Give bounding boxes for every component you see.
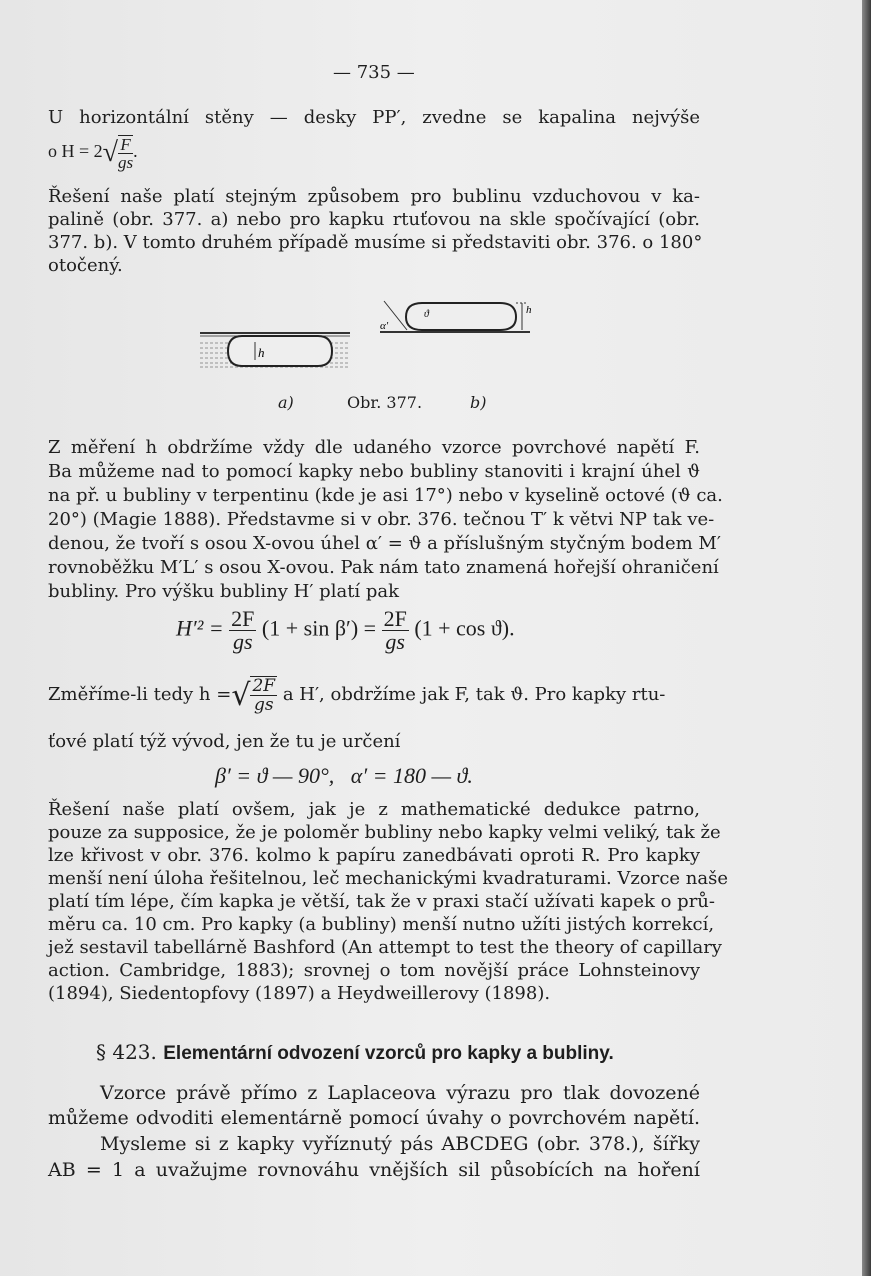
text-line: action. Cambridge, 1883); srovnej o tom novější práce Lohnsteinovy (48, 960, 700, 981)
text-line: Ba můžeme nad to pomocí kapky nebo bubliny stanoviti i krajní úhel ϑ (48, 461, 700, 482)
text-line: měru ca. 10 cm. Pro kapky (a bubliny) menší nutno užíti jistých korrekcí, (48, 914, 715, 935)
height-formula-den: gs (118, 153, 134, 172)
text-line: U horizontální stěny — desky PP′, zvedne se kapalina nejvýše (48, 107, 700, 128)
height-formula-num: F (118, 136, 133, 154)
formula-den: gs (385, 629, 405, 654)
formula-mid: (1 + sin β′) = (261, 615, 377, 641)
formula-angles: β′ = ϑ — 90°, α′ = 180 — ϑ. (215, 763, 473, 788)
text-line: menší není úloha řešitelnou, leč mechanickými kvadraturami. Vzorce naše (48, 868, 729, 889)
text-line: na př. u bubliny v terpentinu (kde je asi 17°) nebo v kyselině octové (ϑ ca. (48, 485, 723, 506)
height-formula: o H = 2√ $\frac{F}{gs}$ . (48, 135, 138, 172)
text-line: pouze za supposice, že je poloměr bubliny nebo kapky velmi veliký, tak že (48, 822, 721, 843)
root-den: gs (253, 695, 274, 715)
text-line: (1894), Siedentopfovy (1897) a Heydweillerovy (1898). (48, 983, 551, 1004)
text-line: ťové platí týž vývod, jen že tu je určení (48, 731, 401, 752)
text-line: lze křivost v obr. 376. kolmo k papíru zanedbávati oproti R. Pro kapky (48, 845, 700, 866)
text-line: Mysleme si z kapky vyříznutý pás ABCDEG (obr. 378.), šířky (100, 1133, 700, 1155)
book-spine-shadow (862, 0, 871, 1276)
figure-b-theta-label: ϑ (424, 309, 429, 320)
text-line: platí tím lépe, čím kapka je větší, tak že v praxi stačí užívati kapek o prů- (48, 891, 715, 912)
text-line: Řešení naše platí stejným způsobem pro bublinu vzduchovou v ka- (48, 186, 700, 207)
text-line: denou, že tvoří s osou X-ovou úhel α′ = ϑ a příslušným styčným bodem M′ (48, 533, 721, 554)
text-line: otočený. (48, 255, 123, 276)
figure-b-h-label: h (526, 304, 532, 316)
page-number: — 735 — (333, 62, 415, 83)
text-line: AB = 1 a uvažujme rovnováhu vnějších sil působících na hoření (48, 1159, 700, 1181)
text-line: můžeme odvoditi elementárně pomocí úvahy o povrchovém napětí. (48, 1107, 700, 1129)
figure-a-bubble (200, 333, 350, 367)
formula-end: (1 + cos ϑ). (414, 615, 515, 641)
section-heading (96, 1040, 614, 1065)
text-line: 377. b). V tomto druhém případě musíme si představiti obr. 376. o 180° (48, 232, 703, 253)
text-line: 20°) (Magie 1888). Představme si v obr. 376. tečnou T′ k větvi NP tak ve- (48, 509, 715, 530)
formula-lhs: H′² = (176, 615, 224, 641)
text-line: Z měření h obdržíme vždy dle udaného vzorce povrchové napětí F. (48, 437, 700, 458)
formula-num: 2F (231, 606, 255, 631)
figure-caption-a: a) (278, 393, 294, 412)
text-line-with-root: Změříme-li tedy h =√ $\frac{2F}{gs}$ a H′, obdržíme jak F, tak ϑ. Pro kapky rtu- (48, 676, 666, 715)
text-line: Vzorce právě přímo z Laplaceova výrazu pro tlak dovozené (100, 1082, 700, 1104)
text-line: Řešení naše platí ovšem, jak je z mathematické dedukce patrno, (48, 799, 700, 820)
figure-a-h-label: h (258, 345, 265, 360)
figure-377 (200, 295, 540, 385)
section-title: Elementární odvození vzorců pro kapky a bubliny. (163, 1043, 614, 1064)
root-prefix: Změříme-li tedy h = (48, 684, 232, 705)
height-formula-prefix: o H = 2 (48, 141, 103, 162)
formula-den: gs (233, 629, 253, 654)
formula-num: 2F (383, 606, 407, 631)
figure-b-drop (380, 301, 532, 332)
root-num: 2F (252, 676, 276, 696)
text-line: bubliny. Pro výšku bubliny H′ platí pak (48, 581, 400, 602)
figure-b-alpha-label: α′ (380, 320, 389, 332)
figure-caption-b: b) (470, 393, 487, 412)
root-suffix: a H′, obdržíme jak F, tak ϑ. Pro kapky rtu- (282, 684, 666, 705)
section-number: § 423. (96, 1040, 157, 1064)
formula-height (176, 608, 515, 653)
text-line: jež sestavil tabellárně Bashford (An attempt to test the theory of capillary (48, 937, 722, 958)
text-line: palině (obr. 377. a) nebo pro kapku rtuťovou na skle spočívající (obr. (48, 209, 700, 230)
figure-caption: Obr. 377. (347, 393, 423, 412)
text-line: rovnoběžku M′L′ s osou X-ovou. Pak nám tato znamená hořejší ohraničení (48, 557, 719, 578)
